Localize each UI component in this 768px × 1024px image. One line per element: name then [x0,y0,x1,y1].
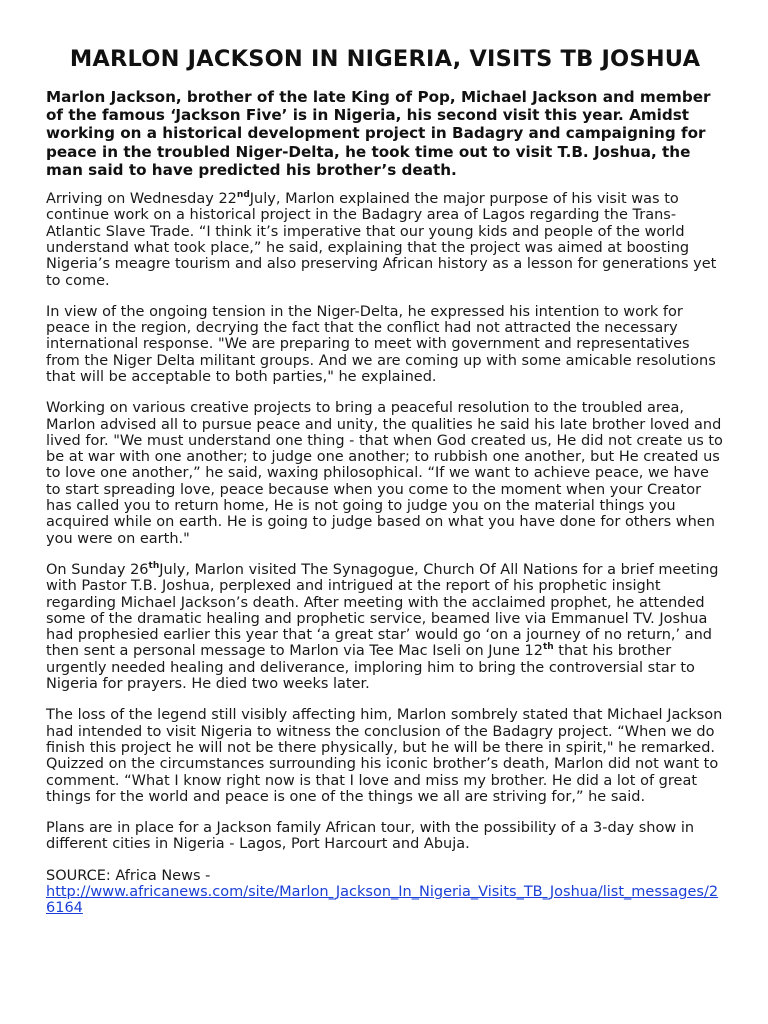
paragraph-4-text-a: On Sunday 26 [46,561,149,578]
source-label: SOURCE: Africa News - [46,867,211,884]
paragraph-1 [46,191,724,289]
source-credit [46,868,724,917]
paragraph-6: Plans are in place for a Jackson family African tour, with the possibility of a 3-day show in different cities in Nigeria - Lagos, Port Harcourt and Abuja. [46,820,695,853]
paragraph-1-text-a: Arriving on Wednesday 22 [46,191,237,208]
article-lede: Marlon Jackson, brother of the late King of Pop, Michael Jackson and member of the famous ‘Jackson Five’ is in Nigeria, his second visit this year. Amidst working on a historical development project in Badagry and campaigning for peace in the troubled Niger-Delta, he took time out to visit T.B. Joshua, the man said to have predicted his brother’s death. [46,88,711,179]
paragraph-4-text-c: that his brother urgently needed healing and deliverance, imploring him to bring the controversial star to Nigeria for prayers. He died two weeks later. [46,643,695,693]
paragraph-4 [46,562,724,692]
ordinal-suffix: nd [236,190,250,201]
ordinal-suffix: th [148,560,160,571]
ordinal-suffix: th [542,642,554,653]
source-link[interactable]: http://www.africanews.com/site/Marlon_Jackson_In_Nigeria_Visits_TB_Joshua/list_messages/26164 [46,884,719,917]
paragraph-1-text-b: July, Marlon explained the major purpose of his visit was to continue work on a historical project in the Badagry area of Lagos regarding the Trans-Atlantic Slave Trade. “I think it’s imperative that our young kids and people of the world understand what took place,” he said, explaining that the project was aimed at boosting Nigeria’s meagre tourism and also preserving African history as a lesson for generations yet to come. [46,191,717,289]
paragraph-3: Working on various creative projects to bring a peaceful resolution to the troubled area, Marlon advised all to pursue peace and unity, the qualities he said his late brother loved and lived for. "We must understand one thing - that when God created us, He did not create us to be at war with one another; to judge one another; to rubbish one another, but He created us to love one another,” he said, waxing philosophical. “If we want to achieve peace, we have to start spreading love, peace because when you come to the moment when your Creator has called you to return home, He is not going to judge you on the material things you acquired while on earth. He is going to judge based on what you have done for others when you were on earth." [46,400,723,547]
paragraph-5: The loss of the legend still visibly affecting him, Marlon sombrely stated that Michael Jackson had intended to visit Nigeria to witness the conclusion of the Badagry project. “When we do finish this project he will not be there physically, but he will be there in spirit," he remarked. Quizzed on the circumstances surrounding his iconic brother’s death, Marlon did not want to comment. “What I know right now is that I love and miss my brother. He did a lot of great things for the world and peace is one of the things we all are striving for,” he said. [46,707,723,805]
paragraph-2: In view of the ongoing tension in the Niger-Delta, he expressed his intention to work for peace in the region, decrying the fact that the conflict had not attracted the necessary international response. "We are preparing to meet with government and representatives from the Niger Delta militant groups. And we are coming up with some amicable resolutions that will be acceptable to both parties," he explained. [46,303,716,385]
article-title: MARLON JACKSON IN NIGERIA, VISITS TB JOSHUA [69,46,701,72]
paragraph-4-text-b: July, Marlon visited The Synagogue, Church Of All Nations for a brief meeting with Pastor T.B. Joshua, perplexed and intrigued at the report of his prophetic insight regarding Michael Jackson’s death. After meeting with the acclaimed prophet, he attended some of the dramatic healing and prophetic service, beamed live via Emmanuel TV. Joshua had prophesied earlier this year that ‘a great star’ would go ‘on a journey of no return,’ and then sent a personal message to Marlon via Tee Mac Iseli on June 12 [46,561,719,660]
